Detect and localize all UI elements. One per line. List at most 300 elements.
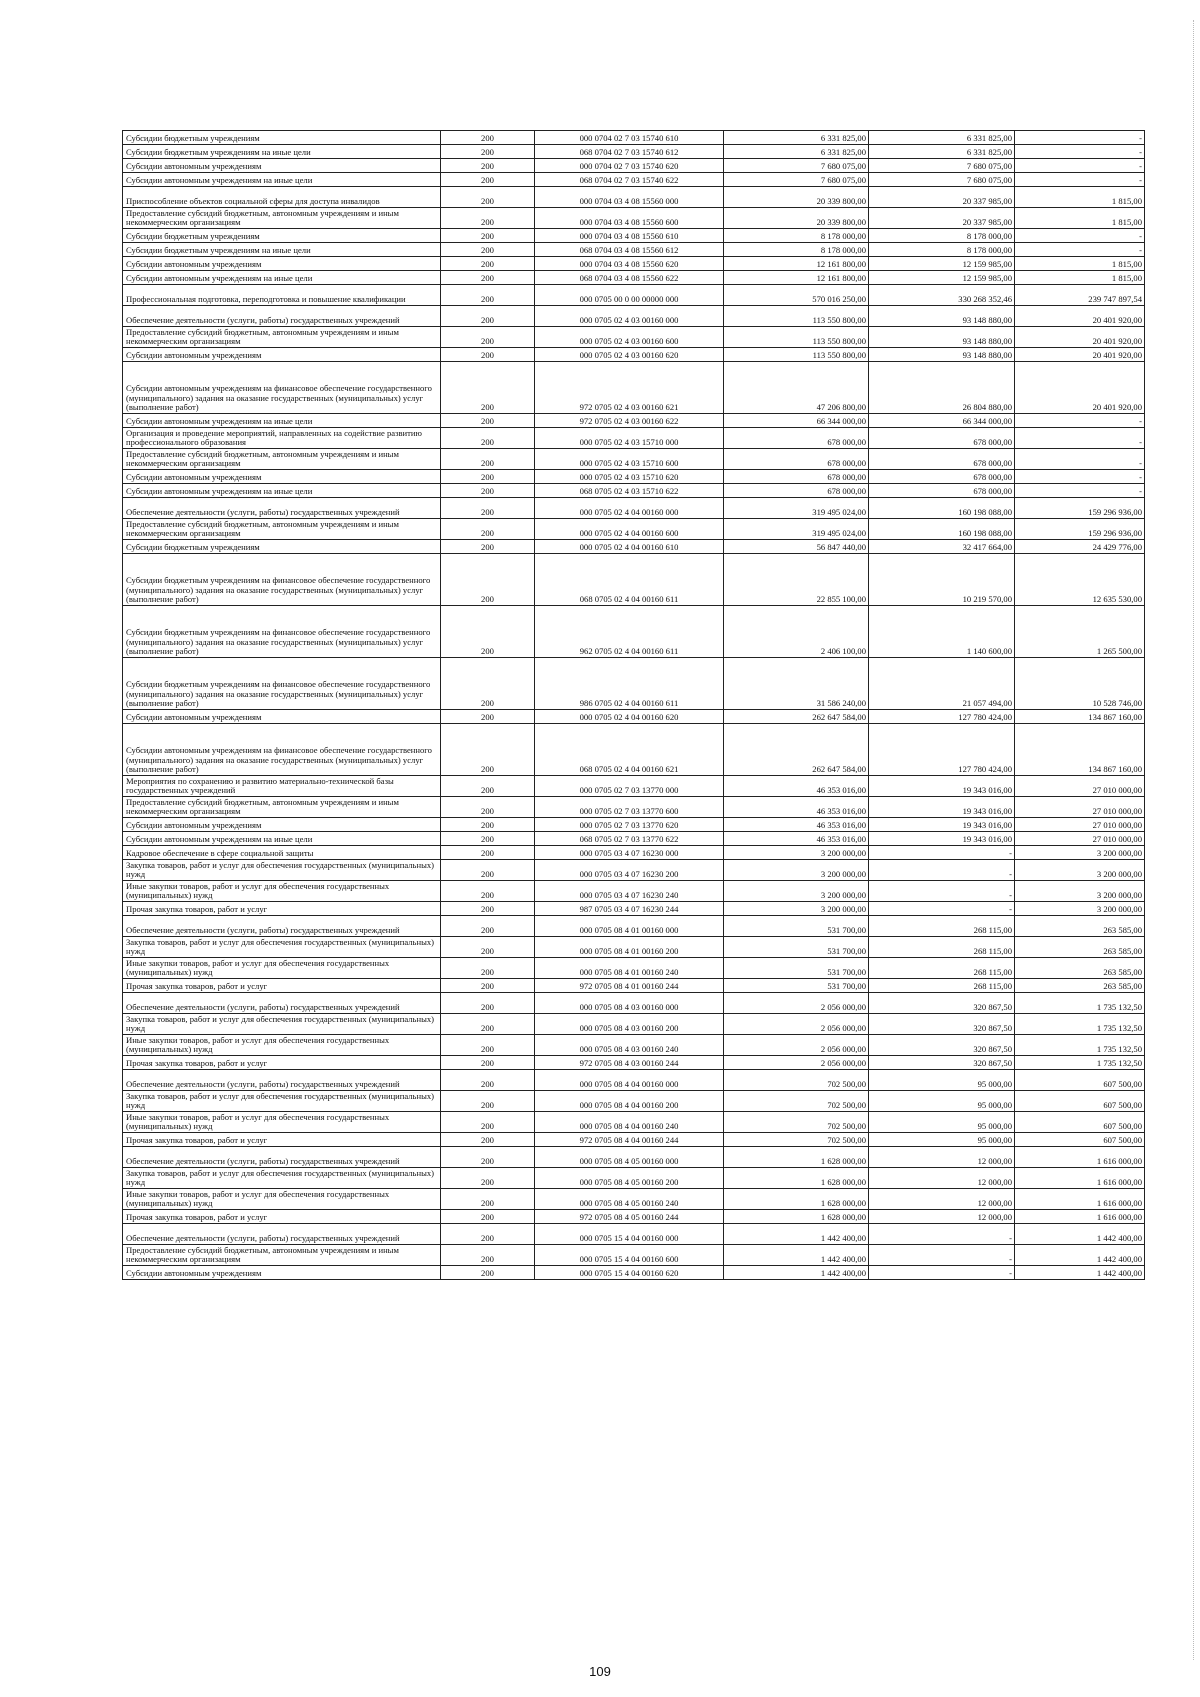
row-unexecuted-cell: 239 747 897,54 [1015,285,1145,306]
row-kbk-cell: 972 0705 02 4 03 00160 622 [535,414,724,428]
table-row [123,208,1145,229]
row-kbk-cell: 000 0705 03 4 07 16230 000 [535,846,724,860]
row-executed-cell: 95 000,00 [869,1091,1015,1112]
row-executed-cell: - [869,1224,1015,1245]
row-executed-cell: 7 680 075,00 [869,159,1015,173]
row-name-cell: Субсидии автономным учреждениям на иные цели [123,414,441,428]
table-row [123,449,1145,470]
row-unexecuted-cell: 134 867 160,00 [1015,724,1145,776]
row-executed-cell: 95 000,00 [869,1070,1015,1091]
row-executed-cell: - [869,846,1015,860]
row-unexecuted-cell: 27 010 000,00 [1015,832,1145,846]
row-executed-cell: 160 198 088,00 [869,519,1015,540]
row-kbk-cell: 972 0705 08 4 01 00160 244 [535,979,724,993]
row-kbk-cell: 000 0705 08 4 01 00160 240 [535,958,724,979]
row-unexecuted-cell: 1 616 000,00 [1015,1168,1145,1189]
row-kbk-cell: 972 0705 02 4 03 00160 621 [535,362,724,414]
row-executed-cell: 19 343 016,00 [869,797,1015,818]
row-code-cell: 200 [441,145,535,159]
table-row [123,498,1145,519]
row-approved-cell: 1 442 400,00 [724,1266,869,1280]
row-approved-cell: 7 680 075,00 [724,173,869,187]
row-kbk-cell: 000 0705 08 4 05 00160 200 [535,1168,724,1189]
row-code-cell: 200 [441,658,535,710]
row-approved-cell: 1 628 000,00 [724,1168,869,1189]
row-name-cell: Закупка товаров, работ и услуг для обеспечения государственных (муниципальных) нужд [123,860,441,881]
row-kbk-cell: 000 0705 02 7 03 13770 600 [535,797,724,818]
table-row [123,724,1145,776]
row-executed-cell: 268 115,00 [869,916,1015,937]
row-code-cell: 200 [441,1245,535,1266]
row-approved-cell: 3 200 000,00 [724,860,869,881]
row-code-cell: 200 [441,881,535,902]
row-code-cell: 200 [441,1210,535,1224]
row-unexecuted-cell: - [1015,484,1145,498]
row-kbk-cell: 000 0705 08 4 01 00160 200 [535,937,724,958]
row-code-cell: 200 [441,428,535,449]
row-executed-cell: 12 000,00 [869,1168,1015,1189]
row-code-cell: 200 [441,606,535,658]
row-code-cell: 200 [441,979,535,993]
row-executed-cell: 12 000,00 [869,1189,1015,1210]
row-unexecuted-cell: 20 401 920,00 [1015,306,1145,327]
table-row [123,327,1145,348]
row-executed-cell: 160 198 088,00 [869,498,1015,519]
row-approved-cell: 262 647 584,00 [724,710,869,724]
table-row [123,993,1145,1014]
row-kbk-cell: 972 0705 08 4 03 00160 244 [535,1056,724,1070]
row-code-cell: 200 [441,229,535,243]
row-code-cell: 200 [441,860,535,881]
table-row [123,1133,1145,1147]
row-approved-cell: 1 628 000,00 [724,1189,869,1210]
row-kbk-cell: 068 0704 03 4 08 15560 622 [535,271,724,285]
row-approved-cell: 113 550 800,00 [724,327,869,348]
row-executed-cell: 320 867,50 [869,993,1015,1014]
row-kbk-cell: 000 0705 02 4 04 00160 000 [535,498,724,519]
row-name-cell: Профессиональная подготовка, переподготовка и повышение квалификации [123,285,441,306]
row-approved-cell: 702 500,00 [724,1112,869,1133]
row-executed-cell: 127 780 424,00 [869,724,1015,776]
row-code-cell: 200 [441,832,535,846]
table-row [123,1112,1145,1133]
table-row [123,710,1145,724]
row-code-cell: 200 [441,1056,535,1070]
row-name-cell: Субсидии бюджетным учреждениям [123,540,441,554]
row-kbk-cell: 068 0704 02 7 03 15740 612 [535,145,724,159]
row-executed-cell: 12 000,00 [869,1147,1015,1168]
row-approved-cell: 2 056 000,00 [724,1056,869,1070]
row-executed-cell: 12 159 985,00 [869,257,1015,271]
row-unexecuted-cell: - [1015,159,1145,173]
row-executed-cell: 678 000,00 [869,428,1015,449]
row-code-cell: 200 [441,449,535,470]
row-approved-cell: 1 628 000,00 [724,1147,869,1168]
row-name-cell: Субсидии бюджетным учреждениям на иные цели [123,243,441,257]
row-name-cell: Субсидии автономным учреждениям [123,1266,441,1280]
row-unexecuted-cell: 1 815,00 [1015,187,1145,208]
row-approved-cell: 7 680 075,00 [724,159,869,173]
table-row [123,797,1145,818]
row-name-cell: Приспособление объектов социальной сферы для доступа инвалидов [123,187,441,208]
row-executed-cell: 268 115,00 [869,958,1015,979]
row-name-cell: Закупка товаров, работ и услуг для обеспечения государственных (муниципальных) нужд [123,1014,441,1035]
row-unexecuted-cell: 1 735 132,50 [1015,1014,1145,1035]
row-code-cell: 200 [441,1224,535,1245]
row-unexecuted-cell: 3 200 000,00 [1015,860,1145,881]
row-code-cell: 200 [441,902,535,916]
row-name-cell: Субсидии автономным учреждениям [123,710,441,724]
row-kbk-cell: 972 0705 08 4 05 00160 244 [535,1210,724,1224]
row-kbk-cell: 068 0705 02 4 04 00160 611 [535,554,724,606]
row-executed-cell: 19 343 016,00 [869,832,1015,846]
row-name-cell: Обеспечение деятельности (услуги, работы) государственных учреждений [123,1224,441,1245]
row-name-cell: Иные закупки товаров, работ и услуг для обеспечения государственных (муниципальных) нужд [123,881,441,902]
row-approved-cell: 2 406 100,00 [724,606,869,658]
row-approved-cell: 66 344 000,00 [724,414,869,428]
row-name-cell: Предоставление субсидий бюджетным, автономным учреждениям и иным некоммерческим организациям [123,797,441,818]
row-code-cell: 200 [441,846,535,860]
row-kbk-cell: 000 0705 02 4 03 15710 000 [535,428,724,449]
row-unexecuted-cell: 1 815,00 [1015,257,1145,271]
row-name-cell: Прочая закупка товаров, работ и услуг [123,902,441,916]
row-executed-cell: - [869,902,1015,916]
table-row [123,1014,1145,1035]
row-unexecuted-cell: - [1015,428,1145,449]
row-code-cell: 200 [441,1189,535,1210]
row-kbk-cell: 000 0705 02 4 03 15710 600 [535,449,724,470]
row-unexecuted-cell: 1 616 000,00 [1015,1189,1145,1210]
row-approved-cell: 46 353 016,00 [724,797,869,818]
row-kbk-cell: 000 0704 03 4 08 15560 610 [535,229,724,243]
row-name-cell: Субсидии бюджетным учреждениям [123,131,441,145]
row-unexecuted-cell: - [1015,470,1145,484]
row-code-cell: 200 [441,958,535,979]
row-kbk-cell: 000 0705 02 4 04 00160 610 [535,540,724,554]
row-name-cell: Субсидии автономным учреждениям на финансовое обеспечение государственного (муниципального) задания на оказание государственных (муниципальных) услуг (выполнение работ) [123,724,441,776]
row-name-cell: Предоставление субсидий бюджетным, автономным учреждениям и иным некоммерческим организациям [123,327,441,348]
row-kbk-cell: 000 0705 03 4 07 16230 200 [535,860,724,881]
row-code-cell: 200 [441,519,535,540]
row-name-cell: Мероприятия по сохранению и развитию материально-технической базы государственных учреждений [123,776,441,797]
row-code-cell: 200 [441,208,535,229]
row-approved-cell: 47 206 800,00 [724,362,869,414]
row-kbk-cell: 000 0705 03 4 07 16230 240 [535,881,724,902]
table-row [123,428,1145,449]
row-name-cell: Закупка товаров, работ и услуг для обеспечения государственных (муниципальных) нужд [123,937,441,958]
row-name-cell: Субсидии бюджетным учреждениям на иные цели [123,145,441,159]
table-row [123,348,1145,362]
row-executed-cell: 95 000,00 [869,1133,1015,1147]
row-executed-cell: - [869,860,1015,881]
row-approved-cell: 22 855 100,00 [724,554,869,606]
row-approved-cell: 531 700,00 [724,958,869,979]
row-approved-cell: 12 161 800,00 [724,271,869,285]
row-unexecuted-cell: 27 010 000,00 [1015,776,1145,797]
row-approved-cell: 531 700,00 [724,916,869,937]
row-unexecuted-cell: 3 200 000,00 [1015,902,1145,916]
row-approved-cell: 20 339 800,00 [724,187,869,208]
row-unexecuted-cell: 1 616 000,00 [1015,1210,1145,1224]
table-row [123,145,1145,159]
row-name-cell: Субсидии автономным учреждениям на иные цели [123,484,441,498]
table-row [123,229,1145,243]
table-row [123,832,1145,846]
row-name-cell: Субсидии бюджетным учреждениям на финансовое обеспечение государственного (муниципального) задания на оказание государственных (муниципальных) услуг (выполнение работ) [123,658,441,710]
row-executed-cell: 678 000,00 [869,449,1015,470]
expenditure-table [122,130,1145,1280]
row-name-cell: Обеспечение деятельности (услуги, работы) государственных учреждений [123,306,441,327]
row-unexecuted-cell: 20 401 920,00 [1015,327,1145,348]
row-code-cell: 200 [441,1091,535,1112]
row-unexecuted-cell: 27 010 000,00 [1015,797,1145,818]
row-executed-cell: 95 000,00 [869,1112,1015,1133]
row-kbk-cell: 986 0705 02 4 04 00160 611 [535,658,724,710]
row-code-cell: 200 [441,916,535,937]
row-name-cell: Обеспечение деятельности (услуги, работы) государственных учреждений [123,1070,441,1091]
row-approved-cell: 2 056 000,00 [724,993,869,1014]
row-kbk-cell: 000 0705 02 4 04 00160 620 [535,710,724,724]
row-code-cell: 200 [441,710,535,724]
table-row [123,257,1145,271]
row-name-cell: Обеспечение деятельности (услуги, работы) государственных учреждений [123,993,441,1014]
row-kbk-cell: 972 0705 08 4 04 00160 244 [535,1133,724,1147]
row-approved-cell: 3 200 000,00 [724,902,869,916]
table-row [123,958,1145,979]
row-approved-cell: 702 500,00 [724,1133,869,1147]
row-code-cell: 200 [441,285,535,306]
table-row [123,554,1145,606]
row-kbk-cell: 068 0705 02 4 03 15710 622 [535,484,724,498]
row-name-cell: Субсидии автономным учреждениям [123,470,441,484]
row-code-cell: 200 [441,724,535,776]
row-executed-cell: 93 148 880,00 [869,348,1015,362]
row-code-cell: 200 [441,173,535,187]
row-kbk-cell: 068 0705 02 4 04 00160 621 [535,724,724,776]
table-row [123,484,1145,498]
row-executed-cell: 26 804 880,00 [869,362,1015,414]
row-unexecuted-cell: - [1015,414,1145,428]
row-code-cell: 200 [441,937,535,958]
row-approved-cell: 2 056 000,00 [724,1014,869,1035]
row-unexecuted-cell: 10 528 746,00 [1015,658,1145,710]
table-row [123,881,1145,902]
row-name-cell: Обеспечение деятельности (услуги, работы) государственных учреждений [123,916,441,937]
row-approved-cell: 319 495 024,00 [724,498,869,519]
row-name-cell: Субсидии автономным учреждениям [123,159,441,173]
table-row [123,540,1145,554]
row-name-cell: Кадровое обеспечение в сфере социальной защиты [123,846,441,860]
row-code-cell: 200 [441,362,535,414]
table-row [123,1070,1145,1091]
row-unexecuted-cell: - [1015,229,1145,243]
table-row [123,1245,1145,1266]
table-row [123,776,1145,797]
row-approved-cell: 1 442 400,00 [724,1245,869,1266]
row-approved-cell: 2 056 000,00 [724,1035,869,1056]
row-executed-cell: 678 000,00 [869,484,1015,498]
row-unexecuted-cell: 263 585,00 [1015,958,1145,979]
table-row [123,1035,1145,1056]
expenditure-table-body [123,131,1145,1280]
row-code-cell: 200 [441,243,535,257]
table-row [123,243,1145,257]
row-unexecuted-cell: 263 585,00 [1015,937,1145,958]
row-approved-cell: 6 331 825,00 [724,145,869,159]
row-kbk-cell: 000 0705 08 4 03 00160 000 [535,993,724,1014]
row-code-cell: 200 [441,257,535,271]
row-name-cell: Субсидии бюджетным учреждениям [123,229,441,243]
row-approved-cell: 1 442 400,00 [724,1224,869,1245]
row-executed-cell: 93 148 880,00 [869,327,1015,348]
row-name-cell: Прочая закупка товаров, работ и услуг [123,1056,441,1070]
row-code-cell: 200 [441,498,535,519]
row-unexecuted-cell: 159 296 936,00 [1015,498,1145,519]
row-code-cell: 200 [441,1266,535,1280]
row-name-cell: Обеспечение деятельности (услуги, работы) государственных учреждений [123,498,441,519]
row-code-cell: 200 [441,1014,535,1035]
table-row [123,173,1145,187]
row-name-cell: Предоставление субсидий бюджетным, автономным учреждениям и иным некоммерческим организациям [123,449,441,470]
row-approved-cell: 3 200 000,00 [724,881,869,902]
table-row [123,818,1145,832]
row-code-cell: 200 [441,540,535,554]
row-executed-cell: 7 680 075,00 [869,173,1015,187]
row-unexecuted-cell: 607 500,00 [1015,1091,1145,1112]
table-row [123,187,1145,208]
row-kbk-cell: 000 0705 15 4 04 00160 000 [535,1224,724,1245]
row-code-cell: 200 [441,348,535,362]
row-kbk-cell: 987 0705 03 4 07 16230 244 [535,902,724,916]
row-code-cell: 200 [441,776,535,797]
row-unexecuted-cell: 3 200 000,00 [1015,846,1145,860]
row-name-cell: Предоставление субсидий бюджетным, автономным учреждениям и иным некоммерческим организациям [123,1245,441,1266]
row-kbk-cell: 000 0705 15 4 04 00160 620 [535,1266,724,1280]
row-approved-cell: 678 000,00 [724,449,869,470]
row-name-cell: Иные закупки товаров, работ и услуг для обеспечения государственных (муниципальных) нужд [123,1035,441,1056]
row-approved-cell: 6 331 825,00 [724,131,869,145]
row-kbk-cell: 000 0705 00 0 00 00000 000 [535,285,724,306]
table-row [123,306,1145,327]
row-approved-cell: 20 339 800,00 [724,208,869,229]
row-code-cell: 200 [441,1035,535,1056]
row-kbk-cell: 000 0705 08 4 01 00160 000 [535,916,724,937]
row-executed-cell: 6 331 825,00 [869,131,1015,145]
table-row [123,937,1145,958]
row-code-cell: 200 [441,327,535,348]
row-approved-cell: 678 000,00 [724,428,869,449]
row-kbk-cell: 000 0705 08 4 04 00160 000 [535,1070,724,1091]
row-name-cell: Субсидии бюджетным учреждениям на финансовое обеспечение государственного (муниципального) задания на оказание государственных (муниципальных) услуг (выполнение работ) [123,554,441,606]
row-approved-cell: 46 353 016,00 [724,818,869,832]
row-code-cell: 200 [441,271,535,285]
table-row [123,1189,1145,1210]
row-approved-cell: 3 200 000,00 [724,846,869,860]
row-name-cell: Организация и проведение мероприятий, направленных на содействие развитию профессионального образования [123,428,441,449]
row-executed-cell: 320 867,50 [869,1056,1015,1070]
scan-edge-line [1192,20,1194,1660]
row-approved-cell: 531 700,00 [724,937,869,958]
row-approved-cell: 570 016 250,00 [724,285,869,306]
row-approved-cell: 678 000,00 [724,484,869,498]
row-unexecuted-cell: 263 585,00 [1015,979,1145,993]
row-executed-cell: 19 343 016,00 [869,776,1015,797]
row-name-cell: Субсидии автономным учреждениям [123,348,441,362]
row-code-cell: 200 [441,1133,535,1147]
row-executed-cell: 320 867,50 [869,1035,1015,1056]
row-executed-cell: 32 417 664,00 [869,540,1015,554]
row-unexecuted-cell: 1 442 400,00 [1015,1266,1145,1280]
row-name-cell: Прочая закупка товаров, работ и услуг [123,1133,441,1147]
row-name-cell: Субсидии автономным учреждениям на иные цели [123,173,441,187]
row-kbk-cell: 000 0705 08 4 03 00160 240 [535,1035,724,1056]
row-kbk-cell: 000 0705 08 4 03 00160 200 [535,1014,724,1035]
row-executed-cell: - [869,1245,1015,1266]
row-kbk-cell: 000 0705 08 4 05 00160 000 [535,1147,724,1168]
row-unexecuted-cell: 607 500,00 [1015,1070,1145,1091]
row-executed-cell: - [869,1266,1015,1280]
row-unexecuted-cell: 607 500,00 [1015,1112,1145,1133]
row-unexecuted-cell: 263 585,00 [1015,916,1145,937]
row-name-cell: Субсидии автономным учреждениям [123,257,441,271]
row-code-cell: 200 [441,1168,535,1189]
table-row [123,1168,1145,1189]
row-approved-cell: 8 178 000,00 [724,229,869,243]
row-unexecuted-cell: 3 200 000,00 [1015,881,1145,902]
row-executed-cell: 12 159 985,00 [869,271,1015,285]
row-unexecuted-cell: - [1015,243,1145,257]
row-approved-cell: 531 700,00 [724,979,869,993]
row-name-cell: Прочая закупка товаров, работ и услуг [123,979,441,993]
row-unexecuted-cell: - [1015,449,1145,470]
row-name-cell: Субсидии автономным учреждениям на иные цели [123,832,441,846]
row-name-cell: Субсидии автономным учреждениям на иные цели [123,271,441,285]
row-code-cell: 200 [441,159,535,173]
table-row [123,519,1145,540]
row-unexecuted-cell: 24 429 776,00 [1015,540,1145,554]
row-code-cell: 200 [441,306,535,327]
row-approved-cell: 702 500,00 [724,1070,869,1091]
row-name-cell: Предоставление субсидий бюджетным, автономным учреждениям и иным некоммерческим организациям [123,519,441,540]
row-kbk-cell: 000 0705 02 4 03 00160 600 [535,327,724,348]
row-executed-cell: 678 000,00 [869,470,1015,484]
row-kbk-cell: 000 0705 02 4 03 00160 000 [535,306,724,327]
row-executed-cell: 320 867,50 [869,1014,1015,1035]
row-code-cell: 200 [441,554,535,606]
row-kbk-cell: 068 0705 02 7 03 13770 622 [535,832,724,846]
row-approved-cell: 46 353 016,00 [724,832,869,846]
row-executed-cell: 66 344 000,00 [869,414,1015,428]
row-kbk-cell: 000 0705 02 7 03 13770 620 [535,818,724,832]
row-name-cell: Обеспечение деятельности (услуги, работы) государственных учреждений [123,1147,441,1168]
row-name-cell: Закупка товаров, работ и услуг для обеспечения государственных (муниципальных) нужд [123,1168,441,1189]
table-row [123,606,1145,658]
row-approved-cell: 702 500,00 [724,1091,869,1112]
row-kbk-cell: 000 0704 02 7 03 15740 610 [535,131,724,145]
row-unexecuted-cell: 1 735 132,50 [1015,1035,1145,1056]
row-name-cell: Закупка товаров, работ и услуг для обеспечения государственных (муниципальных) нужд [123,1091,441,1112]
row-executed-cell: 330 268 352,46 [869,285,1015,306]
row-kbk-cell: 962 0705 02 4 04 00160 611 [535,606,724,658]
table-row [123,1091,1145,1112]
row-approved-cell: 678 000,00 [724,470,869,484]
row-unexecuted-cell: 1 265 500,00 [1015,606,1145,658]
row-kbk-cell: 000 0705 08 4 05 00160 240 [535,1189,724,1210]
table-row [123,979,1145,993]
row-unexecuted-cell: 20 401 920,00 [1015,362,1145,414]
table-row [123,470,1145,484]
table-row [123,902,1145,916]
